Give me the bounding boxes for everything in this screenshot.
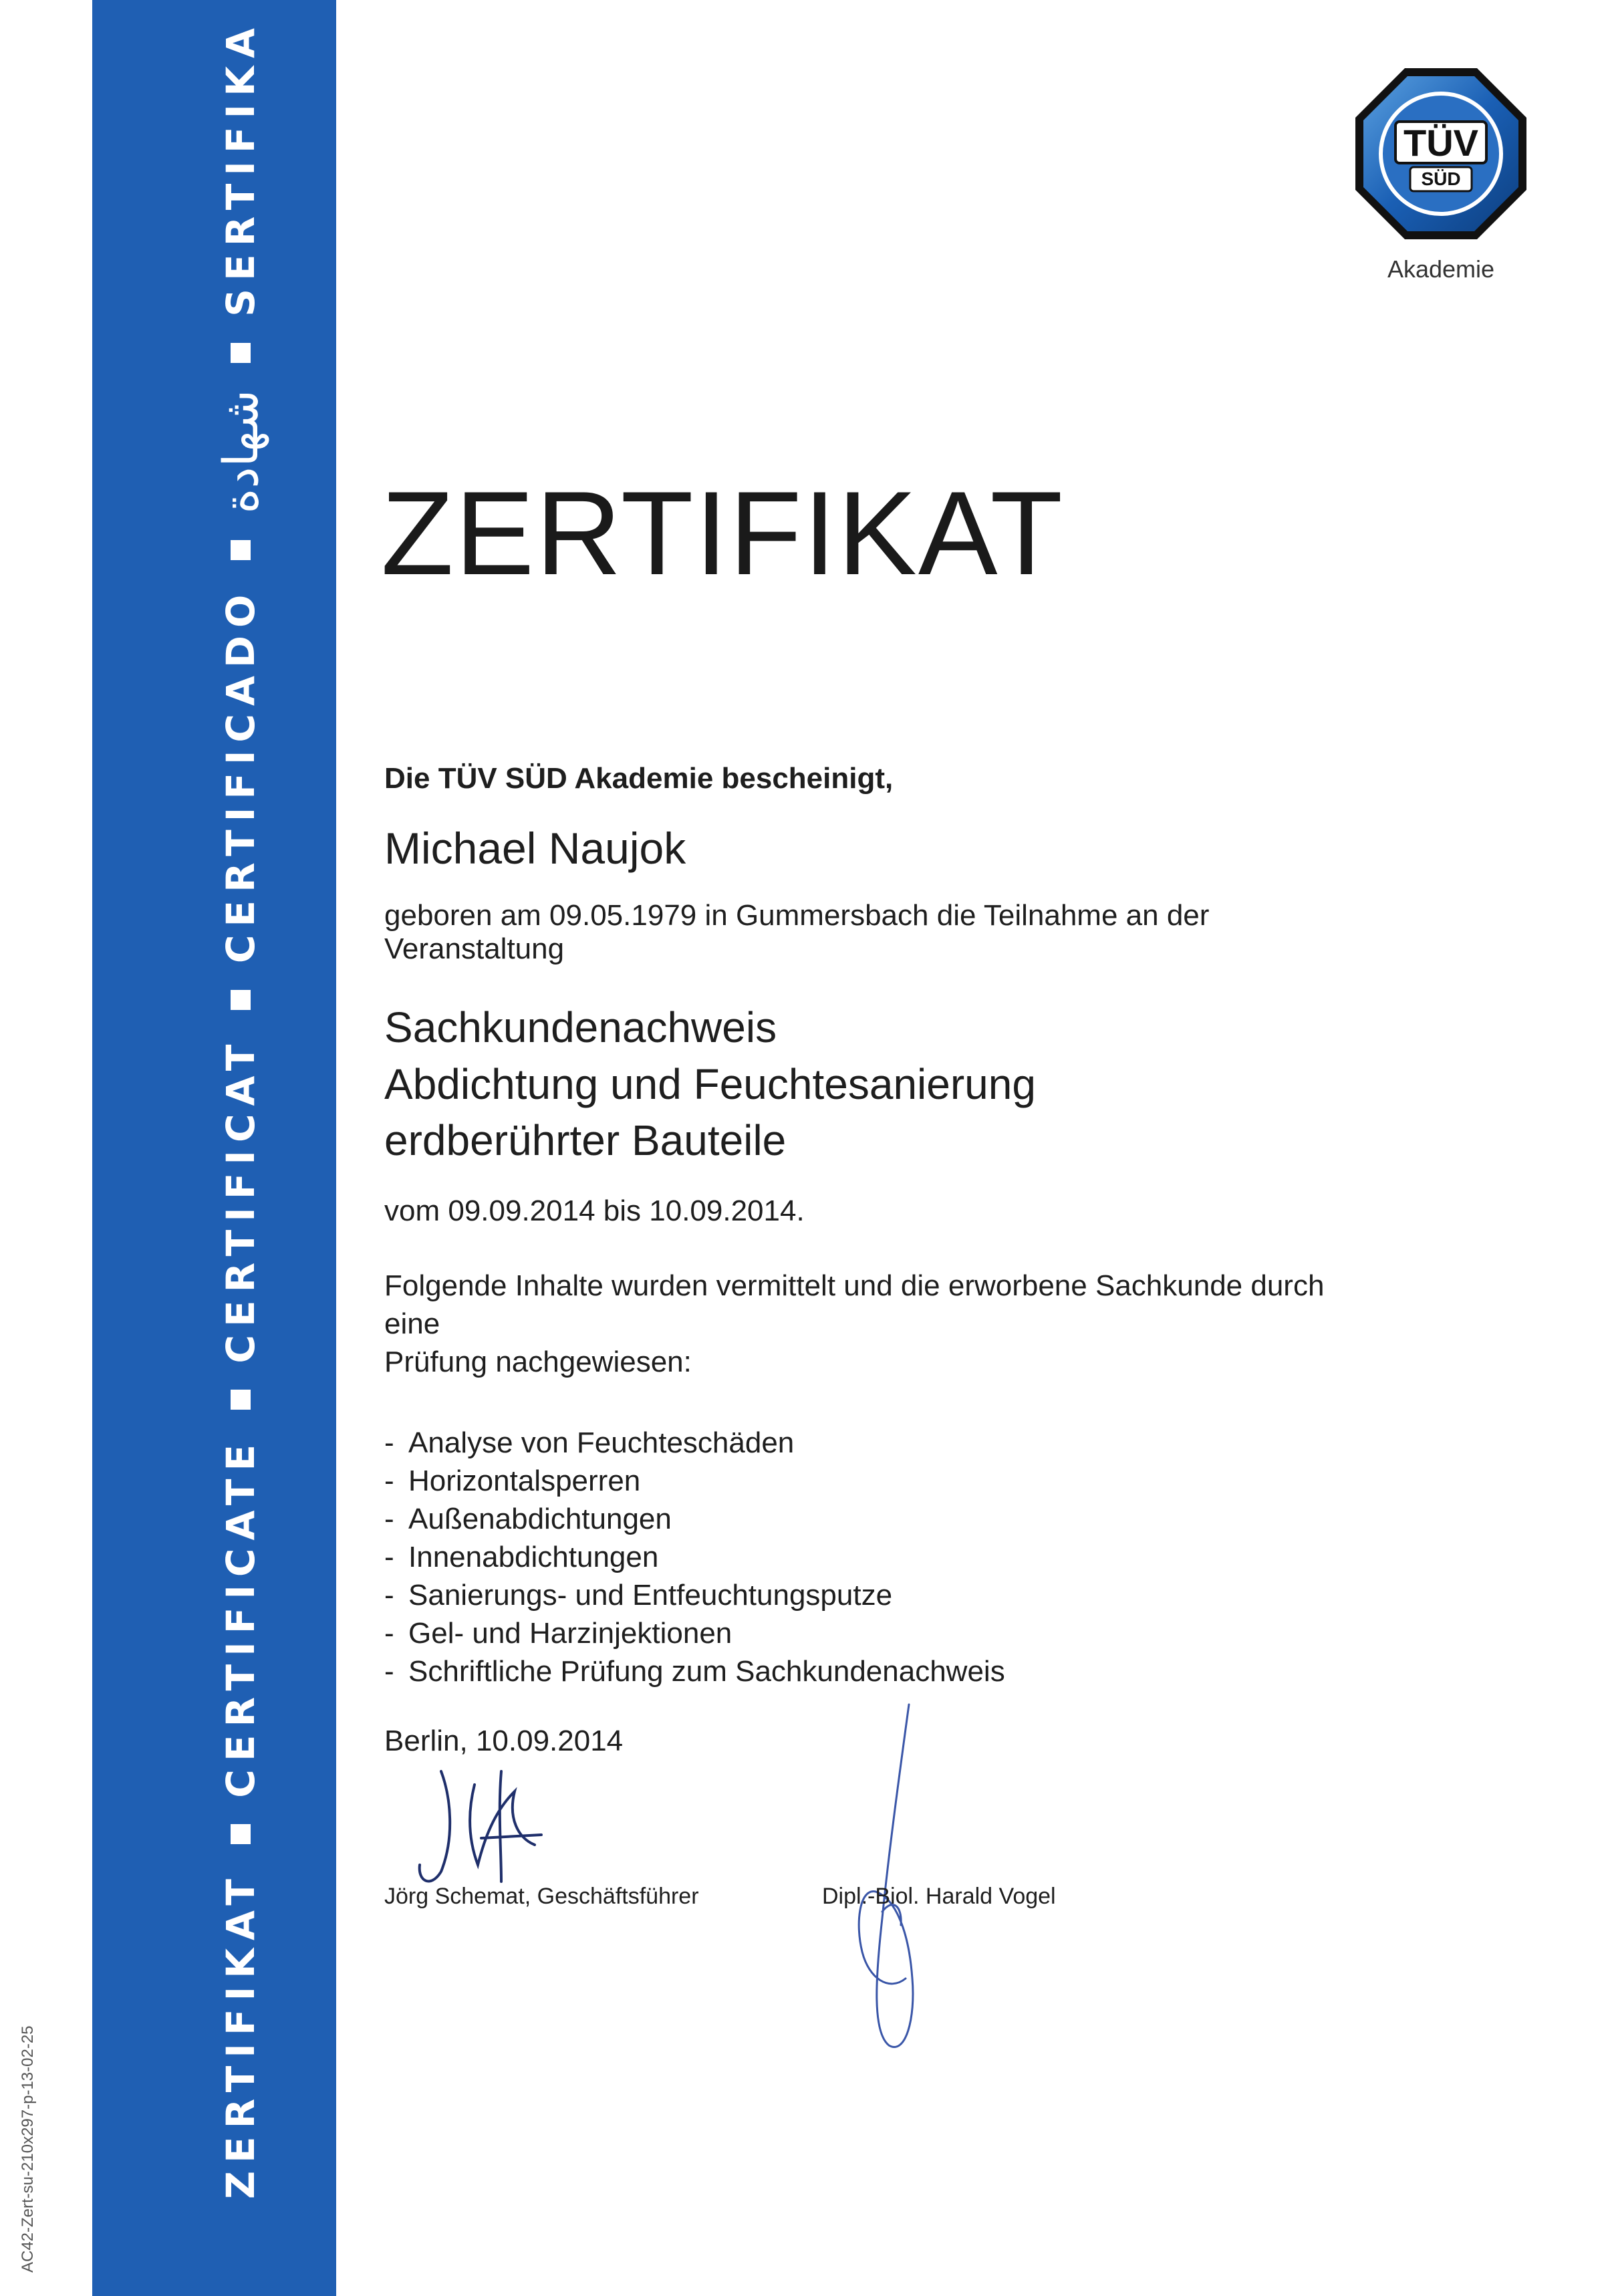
- list-item: - Außenabdichtungen: [384, 1500, 1387, 1538]
- band-word-zertifikat: ZERTIFIKAT: [218, 1871, 263, 2199]
- side-code: AC42-Zert-su-210x297-p-13-02-25: [19, 2025, 37, 2273]
- recipient-name: Michael Naujok: [384, 823, 686, 873]
- logo-line2: SÜD: [1421, 168, 1461, 189]
- contents-intro: [384, 1267, 1387, 1382]
- list-item: - Schriftliche Prüfung zum Sachkundenachweis: [384, 1652, 1387, 1690]
- list-item: - Gel- und Harzinjektionen: [384, 1614, 1387, 1652]
- certificate-body: [384, 762, 1387, 1690]
- place-date: Berlin, 10.09.2014: [384, 1725, 624, 1757]
- band-square-icon: [231, 990, 251, 1010]
- issuer-line: Die TÜV SÜD Akademie bescheinigt,: [384, 762, 894, 795]
- list-item: - Innenabdichtungen: [384, 1538, 1387, 1576]
- course-title: [384, 999, 1387, 1168]
- list-item: - Sanierungs- und Entfeuchtungsputze: [384, 1576, 1387, 1614]
- band-word-arabic: شهادة: [213, 390, 269, 514]
- intro-line-2: Prüfung nachgewiesen:: [384, 1345, 692, 1378]
- signer-1: Jörg Schemat, Geschäftsführer: [384, 1884, 699, 1909]
- signature-2: [835, 1698, 942, 2059]
- course-line-1: Sachkundenachweis: [384, 1003, 777, 1052]
- list-item: - Analyse von Feuchteschäden: [384, 1424, 1387, 1462]
- side-band-text: [214, 20, 267, 2199]
- tuv-sud-logo: [1354, 67, 1528, 241]
- course-line-3: erdberührter Bauteile: [384, 1116, 787, 1165]
- band-square-icon: [231, 1824, 251, 1844]
- logo-line1: TÜV: [1404, 122, 1478, 164]
- course-dates: vom 09.09.2014 bis 10.09.2014.: [384, 1194, 805, 1227]
- intro-line-1: Folgende Inhalte wurden vermittelt und die erworbene Sachkunde durch eine: [384, 1269, 1325, 1340]
- band-square-icon: [231, 540, 251, 560]
- topic-list: [384, 1424, 1387, 1690]
- band-word-certificado: CERTIFICADO: [218, 586, 263, 964]
- signer-2: Dipl.-Biol. Harald Vogel: [822, 1884, 1056, 1909]
- page-title: ZERTIFIKAT: [381, 467, 1065, 600]
- band-word-certificat: CERTIFICAT: [218, 1036, 263, 1364]
- band-square-icon: [231, 343, 251, 363]
- course-line-2: Abdichtung und Feuchtesanierung: [384, 1059, 1036, 1108]
- birth-line: geboren am 09.05.1979 in Gummersbach die Teilnahme an der Veranstaltung: [384, 899, 1210, 966]
- logo-label: Akademie: [1387, 255, 1495, 283]
- list-item: - Horizontalsperren: [384, 1462, 1387, 1500]
- band-word-certificate: CERTIFICATE: [218, 1436, 263, 1798]
- signature-1: [401, 1758, 548, 1892]
- band-word-sertifika: SERTIFIKA: [218, 20, 263, 317]
- band-square-icon: [231, 1390, 251, 1410]
